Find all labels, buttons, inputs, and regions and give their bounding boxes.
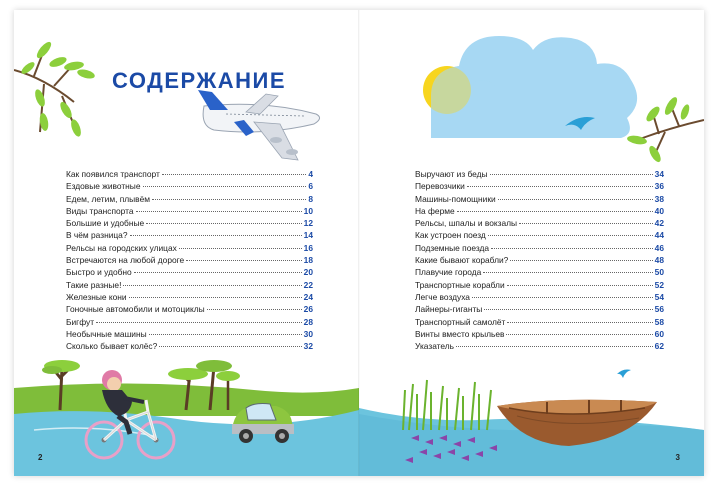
book-spread <box>14 10 704 476</box>
toc-entry-page: 24 <box>303 291 313 302</box>
toc-entry-page: 28 <box>303 316 313 327</box>
toc-entry-title: На ферме <box>415 205 455 216</box>
leader-dots <box>179 248 302 249</box>
leader-dots <box>491 248 653 249</box>
toc-entry-title: Транспортный самолёт <box>415 316 506 327</box>
toc-entry-title: Указатель <box>415 341 455 352</box>
toc-entry-page: 44 <box>654 230 664 241</box>
toc-entry-page: 20 <box>303 267 313 278</box>
leader-dots <box>484 309 652 310</box>
page-title: СОДЕРЖАНИЕ <box>112 68 287 93</box>
leader-dots <box>507 285 653 286</box>
toc-entry[interactable] <box>66 243 313 255</box>
leader-dots <box>162 174 307 175</box>
leader-dots <box>149 334 302 335</box>
toc-entry[interactable] <box>415 292 664 304</box>
toc-entry-page: 8 <box>308 193 313 204</box>
toc-entry-page: 26 <box>303 304 313 315</box>
leader-dots <box>159 346 301 347</box>
toc-entry[interactable] <box>415 243 664 255</box>
leader-dots <box>472 297 653 298</box>
toc-entry[interactable] <box>415 169 664 181</box>
toc-entry[interactable] <box>66 304 313 316</box>
toc-entry-title: Лайнеры-гиганты <box>415 304 483 315</box>
toc-entry-page: 14 <box>303 230 313 241</box>
bird <box>617 370 631 379</box>
toc-entry[interactable] <box>66 230 313 242</box>
book-gutter <box>358 10 360 476</box>
toc-entry-page: 6 <box>308 181 313 192</box>
toc-entry-title: Едем, летим, плывём <box>66 193 151 204</box>
toc-entry[interactable] <box>415 304 664 316</box>
toc-entry-title: Винты вместо крыльев <box>415 328 505 339</box>
toc-entry-title: Встречаются на любой дороге <box>66 255 185 266</box>
leader-dots <box>467 186 653 187</box>
leader-dots <box>129 297 302 298</box>
leader-dots <box>186 260 301 261</box>
branch-top-right <box>626 95 704 163</box>
toc-left <box>66 169 313 353</box>
toc-entry-page: 12 <box>303 218 313 229</box>
toc-entry-page: 22 <box>303 279 313 290</box>
toc-entry-page: 4 <box>308 169 313 179</box>
toc-entry[interactable] <box>66 194 313 206</box>
toc-entry[interactable] <box>66 329 313 341</box>
leader-dots <box>152 199 306 200</box>
toc-entry[interactable] <box>66 169 313 181</box>
toc-entry-title: Необычные машины <box>66 328 147 339</box>
leader-dots <box>130 235 302 236</box>
toc-entry[interactable] <box>66 292 313 304</box>
toc-entry[interactable] <box>66 267 313 279</box>
left-page <box>14 10 359 476</box>
toc-entry[interactable] <box>66 341 313 353</box>
toc-entry-page: 18 <box>303 255 313 266</box>
toc-entry-page: 30 <box>303 328 313 339</box>
toc-entry[interactable] <box>415 329 664 341</box>
toc-entry-page: 36 <box>654 181 664 192</box>
leader-dots <box>507 322 652 323</box>
toc-entry-title: Гоночные автомобили и мотоциклы <box>66 304 205 315</box>
branch-top-left <box>14 40 96 138</box>
toc-entry[interactable] <box>415 255 664 267</box>
toc-entry[interactable] <box>66 317 313 329</box>
toc-entry-title: Выручают из беды <box>415 169 488 179</box>
leader-dots <box>207 309 302 310</box>
toc-entry-title: Рельсы на городских улицах <box>66 242 177 253</box>
leader-dots <box>490 174 653 175</box>
toc-entry-title: Быстро и удобно <box>66 267 132 278</box>
toc-entry-page: 34 <box>654 169 664 179</box>
leader-dots <box>457 211 653 212</box>
toc-entry[interactable] <box>66 255 313 267</box>
toc-entry-page: 60 <box>654 328 664 339</box>
toc-entry-page: 52 <box>654 279 664 290</box>
toc-entry-title: Рельсы, шпалы и вокзалы <box>415 218 518 229</box>
leader-dots <box>488 235 653 236</box>
toc-entry-title: Легче воздуха <box>415 291 470 302</box>
toc-entry-page: 38 <box>654 193 664 204</box>
toc-entry[interactable] <box>415 267 664 279</box>
leader-dots <box>123 285 301 286</box>
toc-entry-title: Транспортные корабли <box>415 279 505 290</box>
leader-dots <box>519 223 653 224</box>
leader-dots <box>498 199 653 200</box>
toc-entry-title: Как устроен поезд <box>415 230 486 241</box>
leader-dots <box>506 334 652 335</box>
toc-entry-title: Большие и удобные <box>66 218 145 229</box>
leader-dots <box>483 272 652 273</box>
toc-entry[interactable] <box>66 181 313 193</box>
toc-entry-title: Какие бывают корабли? <box>415 255 509 266</box>
toc-entry-title: Как появился транспорт <box>66 169 160 179</box>
toc-entry-page: 42 <box>654 218 664 229</box>
toc-entry[interactable] <box>415 206 664 218</box>
toc-entry-page: 48 <box>654 255 664 266</box>
toc-entry-page: 62 <box>654 341 664 352</box>
toc-entry-page: 58 <box>654 316 664 327</box>
leader-dots <box>134 272 302 273</box>
toc-entry-title: Плавучие города <box>415 267 482 278</box>
leader-dots <box>136 211 302 212</box>
toc-entry-title: Железные кони <box>66 291 127 302</box>
toc-entry[interactable] <box>66 218 313 230</box>
toc-entry-title: Перевозчики <box>415 181 465 192</box>
toc-entry-page: 16 <box>303 242 313 253</box>
toc-entry[interactable] <box>415 317 664 329</box>
toc-entry-page: 50 <box>654 267 664 278</box>
toc-entry-page: 46 <box>654 242 664 253</box>
page-number-left: 2 <box>38 453 43 462</box>
toc-entry-title: В чём разница? <box>66 230 128 241</box>
toc-right <box>415 169 664 353</box>
toc-entry-title: Машины-помощники <box>415 193 496 204</box>
toc-entry[interactable] <box>415 181 664 193</box>
toc-entry[interactable] <box>66 206 313 218</box>
toc-entry[interactable] <box>415 194 664 206</box>
leader-dots <box>456 346 653 347</box>
toc-entry-title: Бигфут <box>66 316 95 327</box>
toc-entry[interactable] <box>66 280 313 292</box>
leader-dots <box>146 223 302 224</box>
toc-entry-page: 54 <box>654 291 664 302</box>
toc-entry-title: Виды транспорта <box>66 205 134 216</box>
toc-entry-title: Ездовые животные <box>66 181 141 192</box>
toc-entry[interactable] <box>415 230 664 242</box>
airplane-illustration <box>198 90 320 160</box>
toc-entry-title: Сколько бывает колёс? <box>66 341 158 352</box>
toc-entry-page: 40 <box>654 205 664 216</box>
page-number-right: 3 <box>675 453 680 462</box>
leader-dots <box>510 260 652 261</box>
toc-entry-title: Такие разные! <box>66 279 122 290</box>
right-page <box>359 10 704 476</box>
toc-entry-page: 10 <box>303 205 313 216</box>
toc-entry-title: Подземные поезда <box>415 242 490 253</box>
toc-entry[interactable] <box>415 341 664 353</box>
toc-entry[interactable] <box>415 280 664 292</box>
toc-entry-page: 32 <box>303 341 313 352</box>
leader-dots <box>96 322 302 323</box>
toc-entry[interactable] <box>415 218 664 230</box>
leader-dots <box>143 186 307 187</box>
toc-entry-page: 56 <box>654 304 664 315</box>
